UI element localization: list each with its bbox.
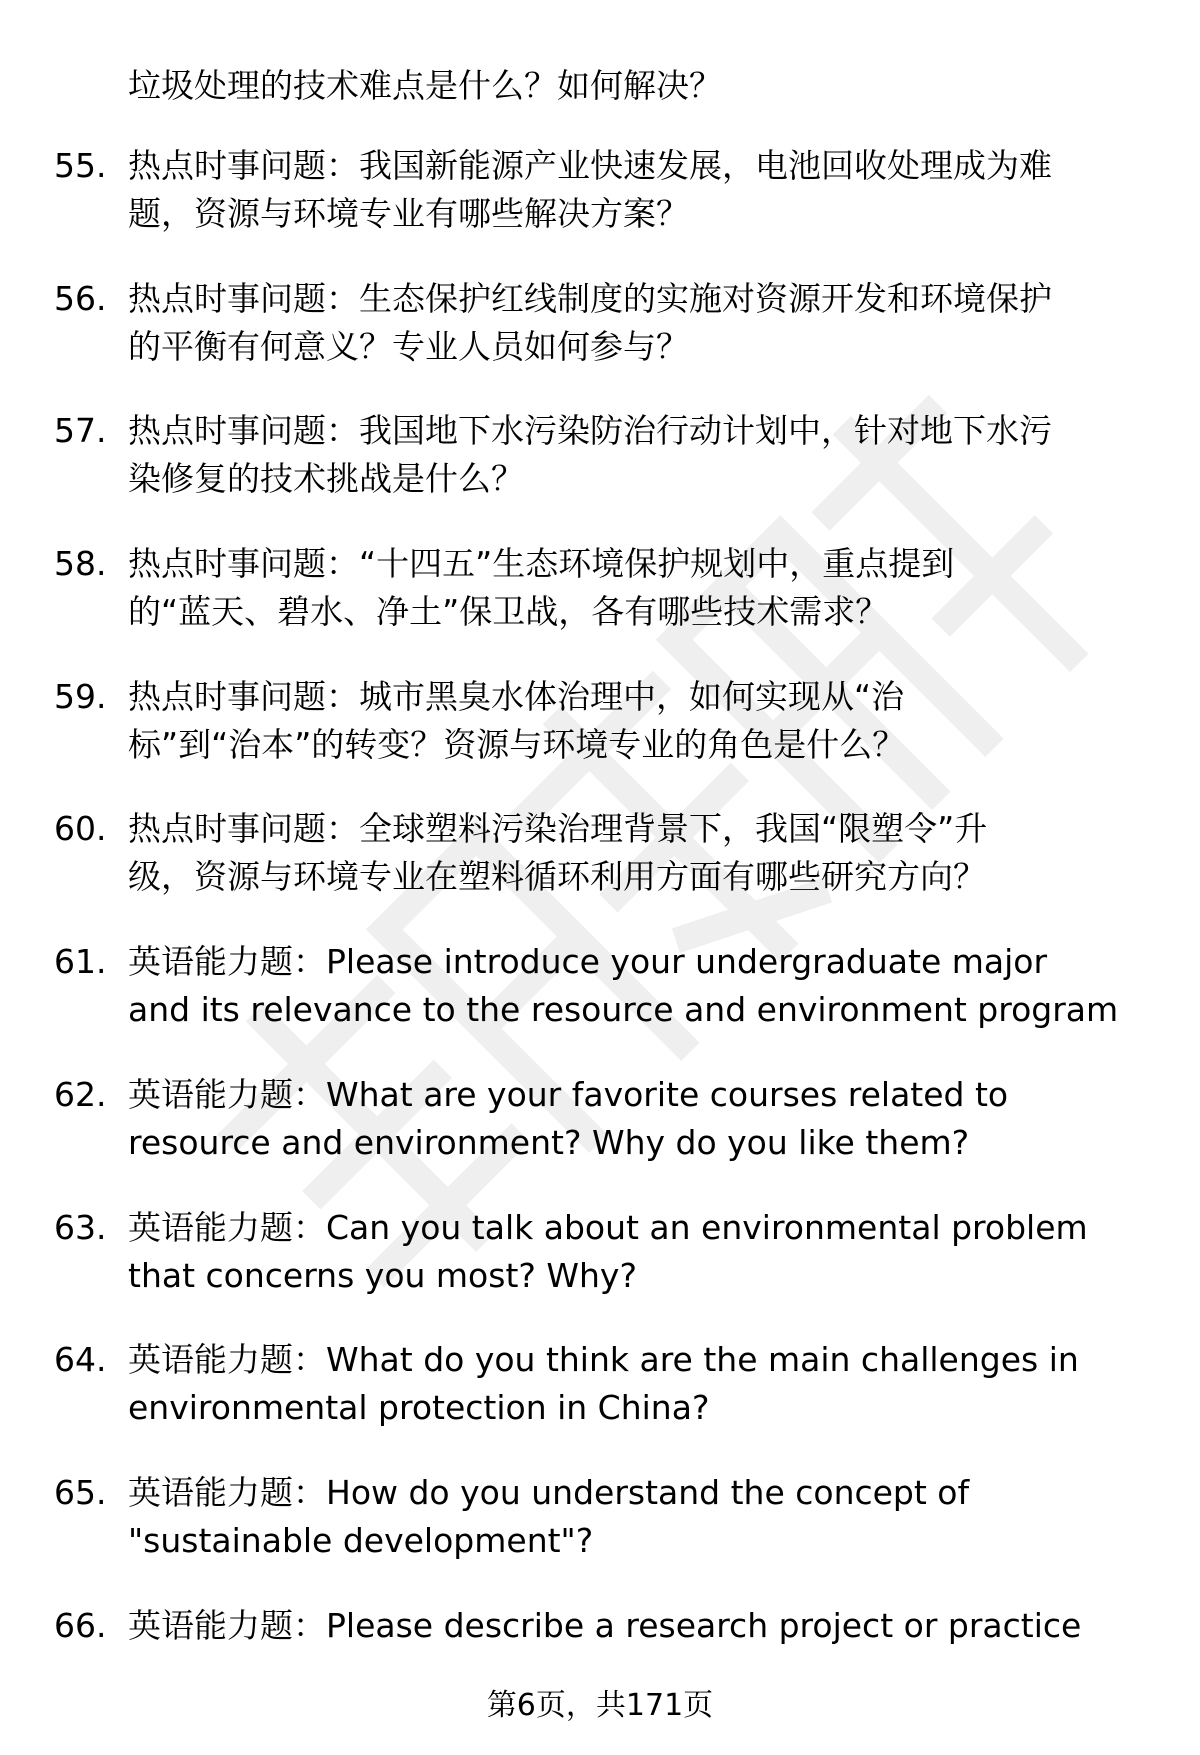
page-number-footer: 第6页，共171页 (486, 1688, 714, 1723)
question-line: 英语能力题：How do you understand the concept of (128, 1472, 970, 1512)
question-number: 62. (54, 1074, 107, 1114)
question-text (128, 540, 1178, 636)
question-item-64 (0, 1336, 1200, 1432)
question-number: 61. (54, 942, 107, 982)
question-text (128, 142, 1178, 238)
question-text (128, 1602, 1178, 1650)
question-line: environmental protection in China? (128, 1388, 710, 1428)
question-line: 染修复的技术挑战是什么？ (128, 459, 524, 499)
question-list (0, 142, 1200, 1734)
question-line: 热点时事问题：生态保护红线制度的实施对资源开发和环境保护 (128, 278, 1052, 318)
question-line: that concerns you most? Why? (128, 1255, 637, 1295)
question-number: 58. (54, 544, 107, 584)
question-item-63 (0, 1204, 1200, 1300)
question-line: 的平衡有何意义？专业人员如何参与？ (128, 326, 689, 366)
question-text (128, 938, 1178, 1034)
question-line: 英语能力题：What do you think are the main challenges in (128, 1340, 1079, 1380)
question-number: 66. (54, 1605, 107, 1645)
question-line: 英语能力题：Please describe a research project or practice (128, 1605, 1082, 1645)
question-line: 标”到“治本”的转变？资源与环境专业的角色是什么？ (128, 724, 906, 764)
question-line: "sustainable development"? (128, 1520, 594, 1560)
question-number: 56. (54, 278, 107, 318)
question-line: 的“蓝天、碧水、净土”保卫战，各有哪些技术需求？ (128, 592, 889, 632)
question-item-55 (0, 142, 1200, 238)
question-item-56 (0, 275, 1200, 371)
question-item-61 (0, 938, 1200, 1034)
question-number: 59. (54, 676, 107, 716)
question-line: 英语能力题：What are your favorite courses related to (128, 1074, 1009, 1114)
question-item-62 (0, 1071, 1200, 1167)
question-line: 热点时事问题：我国新能源产业快速发展，电池回收处理成为难 (128, 146, 1052, 185)
question-item-59 (0, 673, 1200, 769)
question-text (128, 407, 1178, 503)
question-item-65 (0, 1469, 1200, 1565)
continued-question-line: 垃圾处理的技术难点是什么？如何解决？ (128, 66, 722, 105)
question-number: 57. (54, 411, 107, 451)
question-line: 热点时事问题：“十四五”生态环境保护规划中，重点提到 (128, 544, 955, 584)
question-text (128, 1336, 1178, 1432)
question-item-57 (0, 407, 1200, 503)
question-line: 英语能力题：Can you talk about an environmental problem (128, 1207, 1088, 1247)
question-text (128, 1469, 1178, 1565)
question-text (128, 275, 1178, 371)
question-line: 题，资源与环境专业有哪些解决方案？ (128, 194, 689, 233)
question-line: 热点时事问题：我国地下水污染防治行动计划中，针对地下水污 (128, 411, 1052, 451)
question-number: 64. (54, 1340, 107, 1380)
question-item-60 (0, 805, 1200, 901)
question-line: 热点时事问题：城市黑臭水体治理中，如何实现从“治 (128, 676, 905, 716)
question-line: and its relevance to the resource and environment program (128, 990, 1119, 1030)
question-item-58 (0, 540, 1200, 636)
question-item-66 (0, 1602, 1200, 1698)
question-line: 级，资源与环境专业在塑料循环利用方面有哪些研究方向？ (128, 857, 986, 897)
question-number: 55. (54, 146, 107, 185)
question-text (128, 673, 1178, 769)
question-line: 英语能力题：Please introduce your undergraduate major (128, 942, 1048, 982)
question-number: 65. (54, 1472, 107, 1512)
question-text (128, 805, 1178, 901)
question-text (128, 1204, 1178, 1300)
question-text (128, 1071, 1178, 1167)
question-line: 热点时事问题：全球塑料污染治理背景下，我国“限塑令”升 (128, 809, 988, 849)
question-number: 63. (54, 1207, 107, 1247)
question-line: resource and environment? Why do you like them? (128, 1122, 970, 1162)
question-number: 60. (54, 809, 107, 849)
